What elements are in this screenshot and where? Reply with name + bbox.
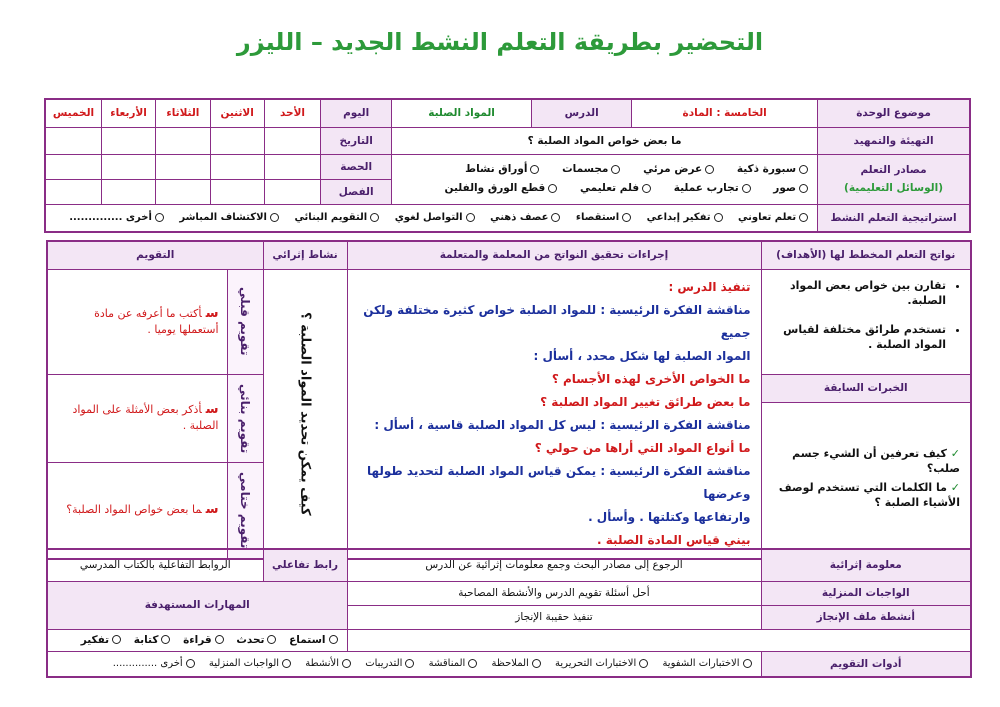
radio-circle-icon[interactable] bbox=[799, 213, 808, 222]
class-cell[interactable] bbox=[101, 179, 155, 204]
portfolio-label: أنشطة ملف الإنجاز bbox=[761, 605, 971, 629]
strategy-option[interactable]: التواصل لغوي bbox=[395, 208, 478, 227]
enrich-text: كيف يمكن تحديد المواد الصلبة ؟ bbox=[297, 311, 313, 516]
eval-s: س bbox=[205, 305, 219, 321]
prior-cell bbox=[761, 402, 971, 558]
skills-options bbox=[47, 629, 347, 651]
radio-circle-icon[interactable] bbox=[548, 184, 557, 193]
skill-option[interactable]: كتابة bbox=[134, 631, 174, 650]
enrich-info-label: معلومة إثرائية bbox=[761, 549, 971, 581]
eval-question: أكتب ما أعرفه عن مادة أستعملها يوميا . bbox=[94, 306, 219, 336]
strategy-option[interactable]: تعلم تعاوني bbox=[738, 208, 811, 227]
eval-question: ما بعض خواص المواد الصلبة؟ bbox=[66, 503, 202, 517]
prior-item: ✓ ما الكلمات التي تستخدم لوصف الأشياء الصلبة ؟ bbox=[778, 481, 960, 510]
strategy-option[interactable]: تفكير إبداعي bbox=[647, 208, 726, 227]
skill-option[interactable]: استماع bbox=[289, 631, 340, 650]
tools-options bbox=[47, 651, 761, 677]
source-option[interactable]: مجسمات bbox=[562, 160, 623, 179]
radio-circle-icon[interactable] bbox=[642, 184, 651, 193]
skills-label: المهارات المستهدفة bbox=[47, 581, 347, 629]
tool-option[interactable]: المناقشة bbox=[429, 654, 481, 673]
sources-label-cell bbox=[818, 154, 970, 204]
radio-circle-icon[interactable] bbox=[611, 165, 620, 174]
day-sunday: الأحد bbox=[264, 99, 320, 127]
eval-label: تقويم ختامي bbox=[238, 472, 252, 549]
goal-item: • تستخدم طرائق مختلفة لقياس المواد الصلبة . bbox=[774, 322, 947, 352]
day-monday: الاثنين bbox=[210, 99, 264, 127]
radio-circle-icon[interactable] bbox=[112, 635, 121, 644]
lesson-label: الدرس bbox=[532, 99, 632, 127]
eval-s: س bbox=[205, 402, 219, 418]
prior-header: الخبرات السابقة bbox=[761, 374, 971, 402]
enrich-info-value: الرجوع إلى مصادر البحث وجمع معلومات إثرائية عن الدرس bbox=[347, 549, 761, 581]
lesson-lines bbox=[358, 276, 751, 552]
date-cell[interactable] bbox=[210, 127, 264, 154]
lesson-line: ما بعض طرائق تغيير المواد الصلبة ؟ bbox=[540, 394, 751, 409]
radio-circle-icon[interactable] bbox=[468, 659, 477, 668]
radio-circle-icon[interactable] bbox=[799, 184, 808, 193]
source-option[interactable]: صور bbox=[773, 179, 811, 198]
radio-circle-icon[interactable] bbox=[186, 659, 195, 668]
link-label: رابط تفاعلي bbox=[263, 549, 347, 581]
day-tuesday: الثلاثاء bbox=[156, 99, 210, 127]
class-label: الفصل bbox=[321, 179, 392, 204]
date-cell[interactable] bbox=[264, 127, 320, 154]
radio-circle-icon[interactable] bbox=[270, 213, 279, 222]
radio-circle-icon[interactable] bbox=[622, 213, 631, 222]
sources-label: مصادر التعلم bbox=[860, 164, 927, 176]
tool-option[interactable]: التدريبات bbox=[365, 654, 417, 673]
date-cell[interactable] bbox=[101, 127, 155, 154]
page-title: التحضير بطريقة التعلم النشط الجديد – الليزر bbox=[236, 28, 764, 56]
radio-circle-icon[interactable] bbox=[530, 165, 539, 174]
eval-header: التقويم bbox=[47, 241, 263, 269]
skill-option[interactable]: تحدث bbox=[236, 631, 279, 650]
period-cell[interactable] bbox=[264, 154, 320, 179]
radio-circle-icon[interactable] bbox=[155, 213, 164, 222]
strategy-label: استراتيجية التعلم النشط bbox=[818, 204, 970, 232]
radio-circle-icon[interactable] bbox=[743, 659, 752, 668]
eval-question-cell bbox=[47, 374, 227, 463]
eval-label-cell bbox=[227, 374, 263, 463]
day-wednesday: الأربعاء bbox=[101, 99, 155, 127]
strategy-option[interactable]: استقصاء bbox=[576, 208, 634, 227]
radio-circle-icon[interactable] bbox=[282, 659, 291, 668]
source-option[interactable]: سبورة ذكية bbox=[737, 160, 811, 179]
radio-circle-icon[interactable] bbox=[532, 659, 541, 668]
period-cell[interactable] bbox=[45, 154, 101, 179]
main-table bbox=[46, 240, 972, 560]
intro-label: التهيئة والتمهيد bbox=[818, 127, 970, 154]
date-cell[interactable] bbox=[45, 127, 101, 154]
radio-circle-icon[interactable] bbox=[267, 635, 276, 644]
subject-value: الخامسة : المادة bbox=[632, 99, 818, 127]
lesson-line: تنفيذ الدرس : bbox=[668, 279, 751, 294]
sources-row-2 bbox=[398, 179, 811, 198]
prior-item: ✓ كيف تعرفين أن الشيء جسم صلب؟ bbox=[792, 447, 960, 476]
enrich-header: نشاط إثرائي bbox=[263, 241, 347, 269]
eval-label: تقويم قبلي bbox=[238, 287, 252, 356]
source-option[interactable]: قطع الورق والفلين bbox=[445, 179, 561, 198]
sources-options bbox=[392, 154, 818, 204]
sources-sub-label: (الوسائل التعليمية) bbox=[844, 182, 944, 194]
radio-circle-icon[interactable] bbox=[329, 635, 338, 644]
radio-circle-icon[interactable] bbox=[714, 213, 723, 222]
eval-question: أذكر بعض الأمثلة على المواد الصلبة . bbox=[72, 403, 219, 433]
period-cell[interactable] bbox=[101, 154, 155, 179]
period-cell[interactable] bbox=[210, 154, 264, 179]
tool-option[interactable]: الأنشطة bbox=[305, 654, 354, 673]
strategy-option[interactable]: أخرى .............. bbox=[69, 208, 167, 227]
class-cell[interactable] bbox=[264, 179, 320, 204]
radio-circle-icon[interactable] bbox=[405, 659, 414, 668]
source-option[interactable]: عرض مرئي bbox=[643, 160, 717, 179]
sources-row-1 bbox=[398, 160, 811, 179]
eval-label: تقويم بنائي bbox=[238, 383, 252, 453]
procedures-header: إجراءات تحقيق النواتج من المعلمة والمتعلمة bbox=[347, 241, 761, 269]
strategy-options bbox=[45, 204, 818, 232]
tool-option[interactable]: أخرى .............. bbox=[113, 654, 198, 673]
radio-circle-icon[interactable] bbox=[799, 165, 808, 174]
day-thursday: الخميس bbox=[45, 99, 101, 127]
eval-question-cell bbox=[47, 269, 227, 374]
eval-label-cell bbox=[227, 269, 263, 374]
period-cell[interactable] bbox=[156, 154, 210, 179]
tools-label: أدوات التقويم bbox=[761, 651, 971, 677]
skill-option[interactable]: تفكير bbox=[81, 631, 124, 650]
day-label: اليوم bbox=[321, 99, 392, 127]
date-cell[interactable] bbox=[156, 127, 210, 154]
tool-option[interactable]: الواجبات المنزلية bbox=[209, 654, 294, 673]
tool-option[interactable]: الملاحظة bbox=[492, 654, 544, 673]
eval-s: س bbox=[205, 502, 219, 518]
lesson-line: المواد الصلبة لها شكل محدد ، أسأل : bbox=[533, 348, 751, 363]
date-label: التاريخ bbox=[321, 127, 392, 154]
source-option[interactable]: تجارب عملية bbox=[674, 179, 754, 198]
radio-circle-icon[interactable] bbox=[639, 659, 648, 668]
lesson-line: ما أنواع المواد التي أراها من حولي ؟ bbox=[534, 440, 751, 455]
strategy-option[interactable]: عصف ذهني bbox=[490, 208, 563, 227]
radio-circle-icon[interactable] bbox=[742, 184, 751, 193]
link-value[interactable]: الروابط التفاعلية بالكتاب المدرسي bbox=[47, 549, 263, 581]
radio-circle-icon[interactable] bbox=[466, 213, 475, 222]
tool-option[interactable]: الاختبارات التحريرية bbox=[555, 654, 651, 673]
source-option[interactable]: أوراق نشاط bbox=[465, 160, 542, 179]
footer-table bbox=[46, 548, 972, 678]
lesson-line: مناقشة الفكرة الرئيسية : ليس كل المواد الصلبة قاسية ، أسأل : bbox=[374, 417, 751, 432]
homework-value: أحل أسئلة تقويم الدرس والأنشطة المصاحبة bbox=[347, 581, 761, 605]
strategy-option[interactable]: التقويم البنائي bbox=[294, 208, 382, 227]
goal-item: • تقارن بين خواص بعض المواد الصلبة. bbox=[774, 278, 947, 308]
lesson-line: مناقشة الفكرة الرئيسية : للمواد الصلبة خواص كثيرة مختلفة ولكن جميع bbox=[363, 302, 751, 340]
homework-label: الواجبات المنزلية bbox=[761, 581, 971, 605]
goals-header: نواتج التعلم المخطط لها (الأهداف) bbox=[761, 241, 971, 269]
portfolio-value: تنفيذ حقيبة الإنجاز bbox=[347, 605, 761, 629]
header-table bbox=[44, 98, 971, 233]
radio-circle-icon[interactable] bbox=[370, 213, 379, 222]
lesson-value: المواد الصلبة bbox=[392, 99, 532, 127]
lesson-line: ما الخواص الأخرى لهذه الأجسام ؟ bbox=[551, 371, 751, 386]
radio-circle-icon[interactable] bbox=[342, 659, 351, 668]
class-cell[interactable] bbox=[45, 179, 101, 204]
tool-option[interactable]: الاختبارات الشفوية bbox=[662, 654, 754, 673]
eval-label-cell bbox=[227, 463, 263, 559]
lesson-procedures bbox=[347, 269, 761, 559]
eval-question-cell bbox=[47, 463, 227, 559]
radio-circle-icon[interactable] bbox=[215, 635, 224, 644]
intro-value: ما بعض خواص المواد الصلبة ؟ bbox=[392, 127, 818, 154]
source-option[interactable]: فلم تعليمي bbox=[580, 179, 654, 198]
skill-option[interactable]: قراءة bbox=[183, 631, 227, 650]
class-cell[interactable] bbox=[156, 179, 210, 204]
enrich-cell bbox=[263, 269, 347, 559]
lesson-line: مناقشة الفكرة الرئيسية : يمكن قياس المواد الصلبة لتحديد طولها وعرضها bbox=[366, 463, 751, 501]
lesson-line: بيني قياس المادة الصلبة . bbox=[597, 532, 751, 547]
class-cell[interactable] bbox=[210, 179, 264, 204]
unit-label: موضوع الوحدة bbox=[818, 99, 970, 127]
goals-cell bbox=[761, 269, 971, 374]
radio-circle-icon[interactable] bbox=[161, 635, 170, 644]
radio-circle-icon[interactable] bbox=[705, 165, 714, 174]
period-label: الحصة bbox=[321, 154, 392, 179]
strategy-option[interactable]: الاكتشاف المباشر bbox=[179, 208, 282, 227]
radio-circle-icon[interactable] bbox=[551, 213, 560, 222]
lesson-line: وارتفاعها وكتلتها . وأسأل . bbox=[588, 509, 751, 524]
